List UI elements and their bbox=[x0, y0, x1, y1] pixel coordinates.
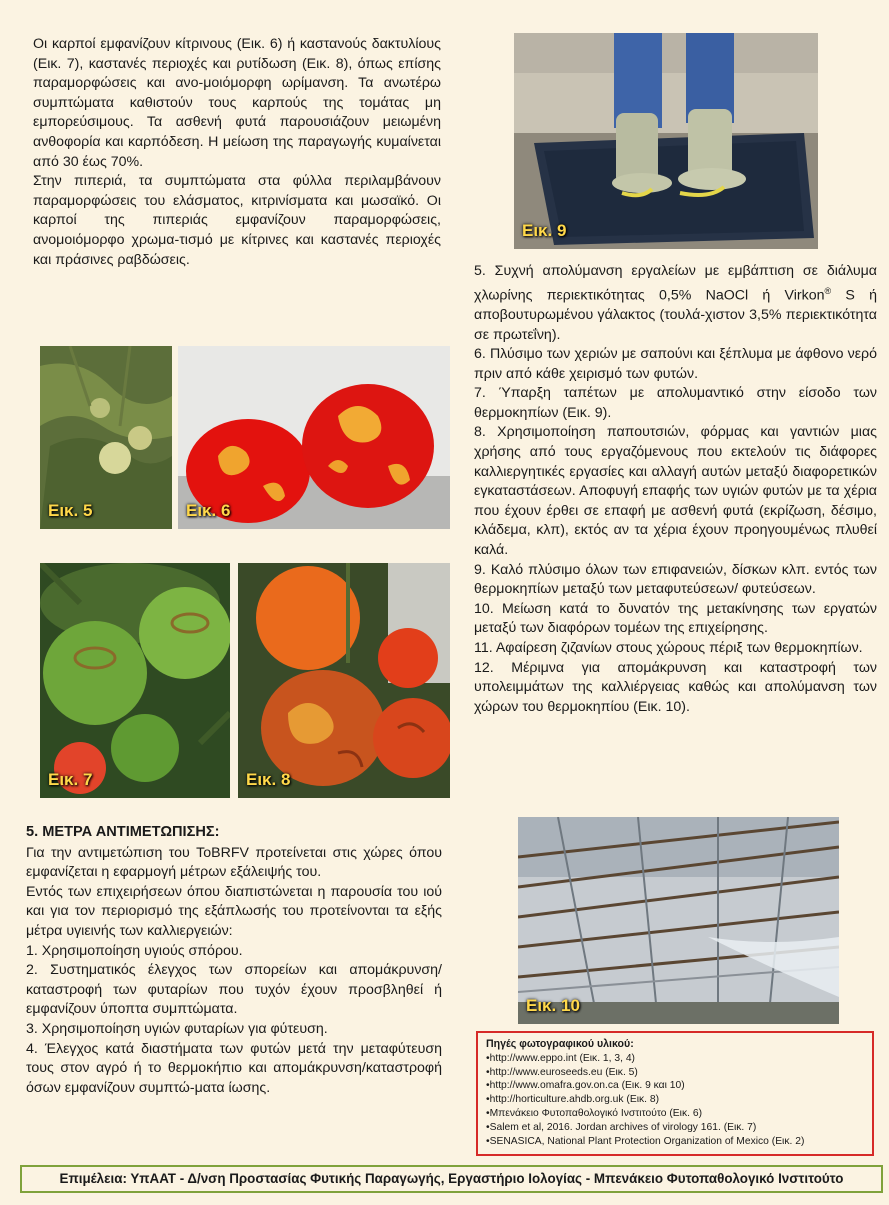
source-item: •Salem et al, 2016. Jordan archives of virology 161. (Εικ. 7) bbox=[486, 1121, 757, 1133]
source-item: •SENASICA, National Plant Protection Organization of Mexico (Εικ. 2) bbox=[486, 1135, 805, 1147]
list-item: 6. Πλύσιμο των χεριών με σαπούνι και ξέπλυμα με άφθονο νερό πριν από κάθε χειρισμό των φυτών. bbox=[474, 346, 877, 382]
photo-tomato-plant bbox=[40, 346, 172, 529]
list-item: 8. Χρησιμοποίηση παπουτσιών, φόρμας και γαντιών μιας χρήσης από τους εργαζόμενους που εκτελούν τις διάφορες καλλιεργητικές εργασίες και αλλαγή αυτών μεταξύ διαφορετικών εγκαταστάσεων. Αποφυγή επαφής των υγιών φυτών με τα χέρια που έχουν έρθει σε επαφή με ασθενή φυτά (εκρίζωση, δέσιμο, κλάδεμα, κλπ), εκτός αν τα χέρια έχουν προηγουμένως πλυθεί καλά. bbox=[474, 424, 877, 559]
list-item: 9. Καλό πλύσιμο όλων των επιφανειών, δίσκων κλπ. εντός των θερμοκηπίων μεταξύ των μεταφυτεύσεων/ φυτεύσεων. bbox=[474, 561, 877, 598]
list-item: 12. Μέριμνα για απομάκρυνση και καταστροφή των υπολειμμάτων της καλλιέργειας καθώς και απολύμανση των χώρων του θερμοκηπίου (Εικ. 10). bbox=[474, 659, 877, 715]
footer-credits: Επιμέλεια: ΥπΑΑΤ - Δ/νση Προστασίας Φυτικής Παραγωγής, Εργαστήριο Ιολογίας - Μπενάκειο Φυτοπαθολογικό Ινστιτούτο bbox=[20, 1165, 883, 1193]
list-item: 1. Χρησιμοποίηση υγιούς σπόρου. bbox=[26, 942, 243, 959]
list-item: 10. Μείωση κατά το δυνατόν της μετακίνησης των εργατών μεταξύ των διαφόρων τομέων της επιχείρησης. bbox=[474, 600, 877, 637]
sources-title: Πηγές φωτογραφικού υλικού: bbox=[486, 1038, 634, 1050]
source-item: •http://horticulture.ahdb.org.uk (Εικ. 8) bbox=[486, 1094, 660, 1106]
list-item: 4. Έλεγχος κατά διαστήματα των φυτών μετά την μεταφύτευση τους στον αγρό ή το θερμοκήπιο και απομάκρυνση/καταστροφή όσων εμφανίζουν συμπτώ-ματα ίωσης. bbox=[26, 1040, 442, 1096]
paragraph: Για την αντιμετώπιση του ToBRFV προτείνεται στις χώρες όπου εμφανίζεται η εφαρμογή μέτρων εξάλειψής του. bbox=[26, 844, 442, 881]
source-item: •http://www.euroseeds.eu (Εικ. 5) bbox=[486, 1066, 638, 1078]
photo-greenhouse-disinfection bbox=[518, 817, 839, 1024]
paragraph-tomato-fruit-symptoms: Οι καρποί εμφανίζουν κίτρινους (Εικ. 6) ή καστανούς δακτυλίους (Εικ. 7), καστανές περιοχές και ρυτίδωση (Εικ. 8), όπως επίσης παραμορφώσεις και ανο-μοιόμορφη ωρίμανση. Τα ανωτέρω συμπτώματα καθιστούν τους καρπούς της τομάτας μη εμπορεύσιμους. Τα ασθενή φυτά παρουσιάζουν μειωμένη ανθοφορία και καρπόδεση. Η μείωση της παραγωγής κυμαίνεται από 30 έως 70%. bbox=[33, 36, 441, 170]
caption-fig6: Εικ. 6 bbox=[186, 501, 231, 520]
list-item: 2. Συστηματικός έλεγχος των σπορείων και απομάκρυνση/καταστροφή των φυταρίων που τυχόν έχουν προσβληθεί ή εμφανίζουν ύποπτα συμπτώματα. bbox=[26, 962, 442, 1018]
section-heading: 5. ΜΕΤΡΑ ΑΝΤΙΜΕΤΩΠΙΣΗΣ: bbox=[26, 824, 220, 840]
list-item: 5. Συχνή απολύμανση εργαλείων με εμβάπτιση σε διάλυμα χλωρίνης περιεκτικότητας 0,5% NaOCl ή Virkon® S ή αποβουτυρωμένου γάλακτος (τουλά-χιστον 3,5% περιεκτικότητα σε πρωτεΐνη). bbox=[474, 263, 877, 343]
hygiene-measures-list bbox=[474, 262, 877, 717]
caption-fig10: Εικ. 10 bbox=[526, 996, 580, 1015]
photo-sources-box bbox=[476, 1031, 874, 1156]
source-item: •http://www.eppo.int (Εικ. 1, 3, 4) bbox=[486, 1052, 635, 1064]
paragraph: Εντός των επιχειρήσεων όπου διαπιστώνεται η παρουσία του ιού και για τον περιορισμό της εξάπλωσής του προτείνονται τα εξής μέτρα υγιεινής των καλλιεργειών: bbox=[26, 883, 442, 939]
source-item: •http://www.omafra.gov.on.ca (Εικ. 9 και 10) bbox=[486, 1080, 685, 1092]
paragraph-pepper-symptoms: Στην πιπεριά, τα συμπτώματα στα φύλλα περιλαμβάνουν παραμορφώσεις του ελάσματος, κιτρινίσματα και μωσαϊκό. Οι καρποί της πιπεριάς εμφανίζουν παραμορφώσεις, ανομοιόμορφο χρωμα-τισμό με κίτρινες και καστανές περιοχές και πράσινες ραβδώσεις. bbox=[33, 173, 441, 268]
caption-fig9: Εικ. 9 bbox=[522, 221, 567, 240]
list-item: 11. Αφαίρεση ζιζανίων στους χώρους πέριξ των θερμοκηπίων. bbox=[474, 640, 863, 657]
source-item: •Μπενάκειο Φυτοπαθολογικό Ινστιτούτο (Εικ. 6) bbox=[486, 1107, 702, 1119]
control-measures-section bbox=[26, 823, 442, 1098]
symptoms-text bbox=[33, 35, 441, 270]
photo-wrinkled-tomatoes bbox=[238, 563, 450, 798]
photo-disinfectant-mat bbox=[514, 33, 818, 249]
caption-fig5: Εικ. 5 bbox=[48, 501, 93, 520]
photo-tomatoes-yellow-rings bbox=[178, 346, 450, 529]
caption-fig8: Εικ. 8 bbox=[246, 770, 291, 789]
photo-green-tomatoes bbox=[40, 563, 230, 798]
list-item: 7. Ύπαρξη ταπέτων με απολυμαντικό στην είσοδο των θερμοκηπίων (Εικ. 9). bbox=[474, 385, 877, 421]
list-item: 3. Χρησιμοποίηση υγιών φυταρίων για φύτευση. bbox=[26, 1020, 328, 1037]
caption-fig7: Εικ. 7 bbox=[48, 770, 93, 789]
